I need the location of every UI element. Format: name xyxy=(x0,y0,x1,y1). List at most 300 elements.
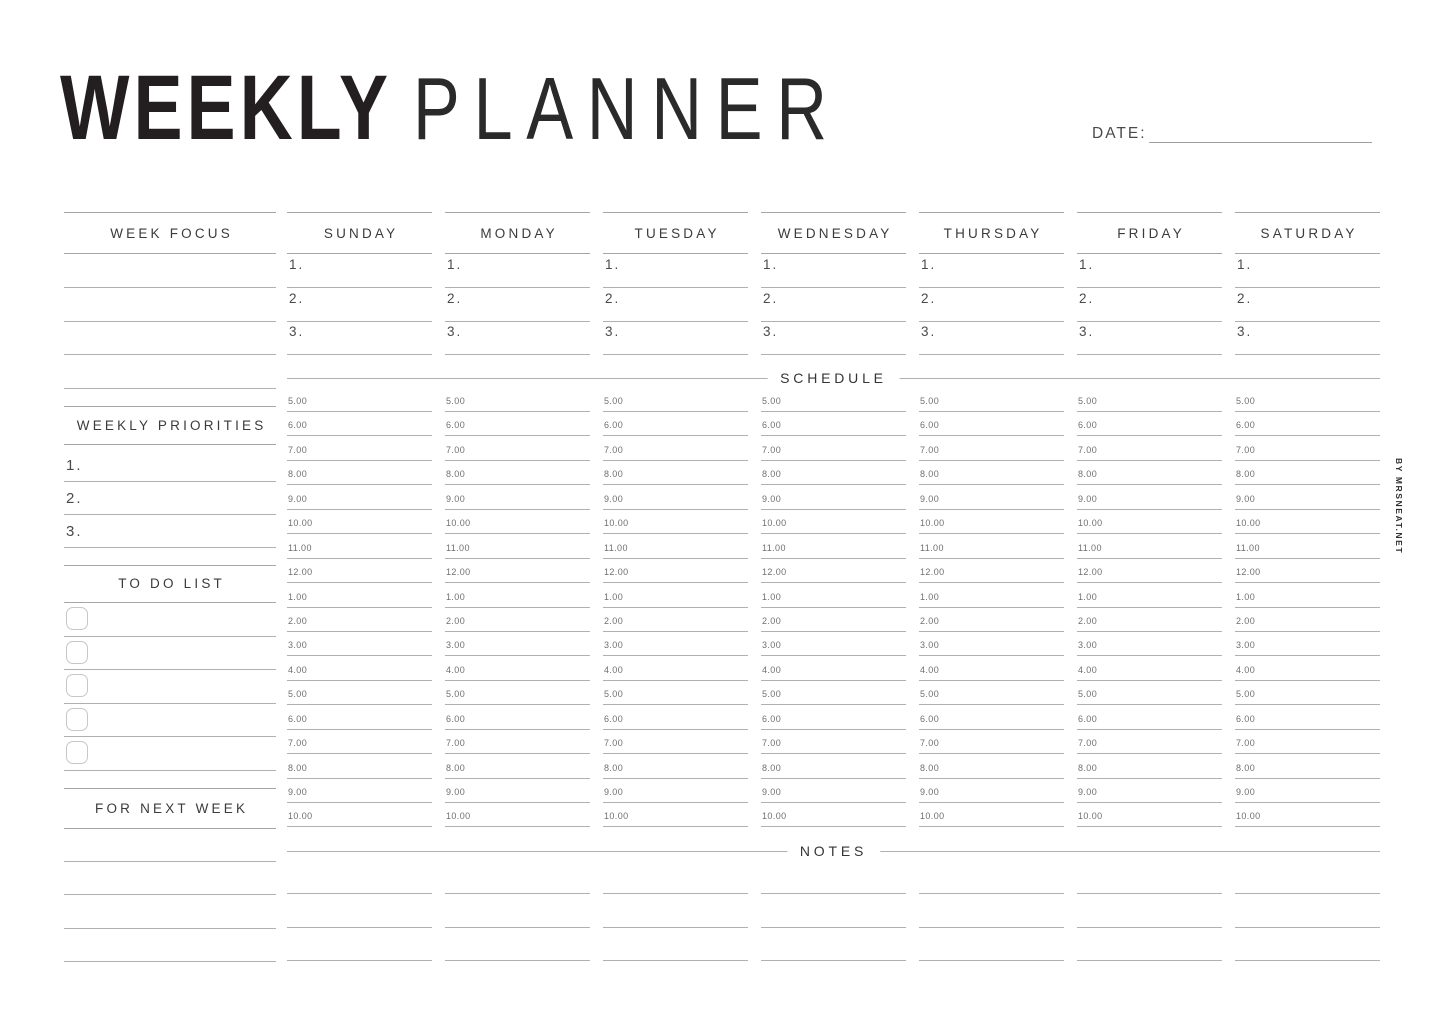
day-priority-number: 1. xyxy=(289,257,305,272)
time-label: 10.00 xyxy=(288,811,313,822)
priority-number: 1. xyxy=(66,456,83,474)
schedule-line xyxy=(1235,484,1380,485)
schedule-line xyxy=(1235,631,1380,632)
schedule-line xyxy=(445,533,590,534)
time-label: 6.00 xyxy=(446,420,466,431)
schedule-line xyxy=(1077,411,1222,412)
notes-line xyxy=(1077,927,1222,928)
next-week-line xyxy=(64,894,276,895)
time-label: 8.00 xyxy=(1078,469,1098,480)
schedule-line xyxy=(287,607,432,608)
schedule-line xyxy=(1235,460,1380,461)
day-header-tuesday xyxy=(603,212,748,254)
time-label: 7.00 xyxy=(288,444,308,455)
day-priority-line xyxy=(761,354,906,355)
schedule-line xyxy=(761,704,906,705)
time-label: 5.00 xyxy=(288,689,308,700)
day-priority-number: 2. xyxy=(1237,290,1253,306)
time-label: 9.00 xyxy=(1078,787,1098,798)
day-priority-line xyxy=(919,321,1064,322)
time-label: 8.00 xyxy=(604,469,624,480)
day-name: FRIDAY xyxy=(1117,225,1185,241)
schedule-line xyxy=(287,826,432,827)
day-priority-number: 1. xyxy=(1079,257,1095,272)
notes-line xyxy=(1077,960,1222,961)
time-label: 4.00 xyxy=(1236,664,1256,675)
time-label: 7.00 xyxy=(1236,444,1256,455)
schedule-line xyxy=(1235,680,1380,681)
schedule-line xyxy=(287,729,432,730)
schedule-line xyxy=(1235,582,1380,583)
time-label: 7.00 xyxy=(920,738,940,749)
schedule-line xyxy=(445,753,590,754)
time-label: 2.00 xyxy=(762,615,782,626)
time-label: 6.00 xyxy=(920,713,940,724)
notes-line xyxy=(287,960,432,961)
time-label: 2.00 xyxy=(1078,615,1098,626)
time-label: 9.00 xyxy=(762,787,782,798)
schedule-line xyxy=(445,607,590,608)
schedule-line xyxy=(761,509,906,510)
priority-number: 2. xyxy=(66,489,83,507)
schedule-line xyxy=(287,460,432,461)
schedule-line xyxy=(1077,533,1222,534)
schedule-line xyxy=(761,753,906,754)
schedule-line xyxy=(1235,411,1380,412)
day-priority-line xyxy=(1235,354,1380,355)
schedule-line xyxy=(1077,631,1222,632)
date-fill-line xyxy=(1149,124,1373,143)
schedule-line xyxy=(603,607,748,608)
schedule-line xyxy=(919,802,1064,803)
schedule-line xyxy=(603,655,748,656)
time-label: 11.00 xyxy=(288,542,312,553)
schedule-line xyxy=(445,778,590,779)
todo-checkbox[interactable] xyxy=(66,741,88,764)
time-label: 5.00 xyxy=(1236,396,1256,406)
day-header-wednesday xyxy=(761,212,906,254)
time-label: 9.00 xyxy=(920,787,940,798)
time-label: 7.00 xyxy=(446,738,466,749)
time-label: 3.00 xyxy=(446,640,466,651)
schedule-line xyxy=(919,435,1064,436)
schedule-line xyxy=(1077,484,1222,485)
time-label: 5.00 xyxy=(446,396,466,406)
schedule-title: SCHEDULE xyxy=(767,370,900,387)
time-label: 10.00 xyxy=(762,518,787,529)
time-label: 10.00 xyxy=(1078,518,1103,529)
notes-line xyxy=(1235,960,1380,961)
time-label: 2.00 xyxy=(1236,615,1256,626)
day-priority-line xyxy=(445,354,590,355)
schedule-line xyxy=(287,753,432,754)
time-label: 6.00 xyxy=(1078,713,1098,724)
time-label: 11.00 xyxy=(762,542,786,553)
time-label: 10.00 xyxy=(920,518,945,529)
time-label: 12.00 xyxy=(288,567,313,578)
schedule-line xyxy=(761,484,906,485)
schedule-line xyxy=(761,729,906,730)
notes-line xyxy=(761,927,906,928)
time-label: 7.00 xyxy=(920,444,940,455)
time-label: 7.00 xyxy=(1236,738,1256,749)
schedule-line xyxy=(287,655,432,656)
time-label: 8.00 xyxy=(762,469,782,480)
schedule-line xyxy=(919,655,1064,656)
day-priority-line xyxy=(1077,354,1222,355)
schedule-line xyxy=(603,484,748,485)
time-label: 10.00 xyxy=(446,811,471,822)
notes-line xyxy=(445,927,590,928)
time-label: 5.00 xyxy=(920,396,940,406)
schedule-line xyxy=(761,680,906,681)
schedule-line xyxy=(761,631,906,632)
schedule-line xyxy=(603,704,748,705)
notes-line xyxy=(287,927,432,928)
time-label: 3.00 xyxy=(920,640,940,651)
schedule-line xyxy=(919,484,1064,485)
schedule-line xyxy=(1235,802,1380,803)
day-priority-number: 3. xyxy=(447,324,463,339)
day-name: SATURDAY xyxy=(1260,225,1358,241)
next-week-line xyxy=(64,861,276,862)
time-label: 9.00 xyxy=(446,493,466,504)
time-label: 4.00 xyxy=(446,664,466,675)
schedule-line xyxy=(919,631,1064,632)
day-priority-line xyxy=(287,354,432,355)
schedule-line xyxy=(445,631,590,632)
time-label: 8.00 xyxy=(1236,469,1256,480)
schedule-line xyxy=(1235,826,1380,827)
time-label: 8.00 xyxy=(446,469,466,480)
time-label: 10.00 xyxy=(446,518,471,529)
time-label: 3.00 xyxy=(762,640,782,651)
weekly-priorities-title: WEEKLY PRIORITIES xyxy=(76,417,267,433)
schedule-line xyxy=(761,826,906,827)
time-label: 7.00 xyxy=(446,444,466,455)
schedule-line xyxy=(287,802,432,803)
schedule-line xyxy=(287,582,432,583)
todo-line xyxy=(64,703,276,704)
for-next-week-title: FOR NEXT WEEK xyxy=(95,800,249,816)
schedule-line xyxy=(1235,655,1380,656)
schedule-line xyxy=(761,558,906,559)
day-priority-line xyxy=(1077,287,1222,288)
time-label: 2.00 xyxy=(288,615,308,626)
todo-line xyxy=(64,636,276,637)
time-label: 9.00 xyxy=(1236,787,1256,798)
time-label: 7.00 xyxy=(604,738,624,749)
schedule-line xyxy=(919,826,1064,827)
date-label: DATE: xyxy=(1092,125,1147,142)
schedule-line xyxy=(919,607,1064,608)
schedule-line xyxy=(1235,729,1380,730)
time-label: 10.00 xyxy=(920,811,945,822)
week-focus-line xyxy=(64,321,276,322)
schedule-line xyxy=(1077,509,1222,510)
schedule-line xyxy=(603,802,748,803)
weekly-priorities-header xyxy=(64,406,276,446)
priority-line xyxy=(64,481,276,482)
time-label: 5.00 xyxy=(762,396,782,406)
schedule-line xyxy=(603,826,748,827)
schedule-line xyxy=(287,704,432,705)
schedule-line xyxy=(761,655,906,656)
time-label: 9.00 xyxy=(1236,493,1256,504)
time-label: 3.00 xyxy=(1078,640,1098,651)
schedule-line xyxy=(919,582,1064,583)
schedule-divider xyxy=(287,370,1380,388)
notes-line xyxy=(919,893,1064,894)
time-label: 8.00 xyxy=(1236,762,1256,773)
schedule-line xyxy=(919,533,1064,534)
schedule-line xyxy=(603,509,748,510)
week-focus-line xyxy=(64,388,276,389)
notes-line xyxy=(761,960,906,961)
schedule-line xyxy=(287,411,432,412)
schedule-line xyxy=(445,680,590,681)
day-header-friday xyxy=(1077,212,1222,254)
schedule-line xyxy=(919,704,1064,705)
day-priority-number: 1. xyxy=(447,257,463,272)
time-label: 5.00 xyxy=(288,396,308,406)
day-priority-number: 1. xyxy=(605,257,621,272)
todo-checkbox[interactable] xyxy=(66,641,88,664)
notes-line xyxy=(445,893,590,894)
schedule-line xyxy=(1077,655,1222,656)
day-priority-number: 1. xyxy=(921,257,937,272)
day-priority-number: 3. xyxy=(605,324,621,339)
schedule-line xyxy=(445,826,590,827)
schedule-line xyxy=(1235,607,1380,608)
time-label: 11.00 xyxy=(604,542,628,553)
title-word-weekly: WEEKLY xyxy=(60,57,393,159)
day-priority-number: 3. xyxy=(763,324,779,339)
schedule-line xyxy=(603,460,748,461)
day-priority-line xyxy=(1235,287,1380,288)
schedule-line xyxy=(761,460,906,461)
time-label: 12.00 xyxy=(604,567,629,578)
schedule-line xyxy=(1235,509,1380,510)
day-priority-line xyxy=(1077,321,1222,322)
notes-line xyxy=(1235,893,1380,894)
schedule-line xyxy=(1235,704,1380,705)
time-label: 4.00 xyxy=(288,664,308,675)
time-label: 6.00 xyxy=(288,713,308,724)
time-label: 5.00 xyxy=(1078,396,1098,406)
todo-list-title: TO DO LIST xyxy=(118,576,225,592)
schedule-line xyxy=(287,435,432,436)
day-priority-number: 2. xyxy=(605,290,621,306)
time-label: 1.00 xyxy=(920,591,940,602)
schedule-line xyxy=(445,802,590,803)
week-focus-title: WEEK FOCUS xyxy=(110,225,233,241)
time-label: 12.00 xyxy=(1078,567,1103,578)
time-label: 4.00 xyxy=(604,664,624,675)
notes-line xyxy=(919,927,1064,928)
week-focus-line xyxy=(64,354,276,355)
todo-checkbox[interactable] xyxy=(66,607,88,630)
notes-line xyxy=(603,893,748,894)
schedule-line xyxy=(603,631,748,632)
week-focus-header xyxy=(64,212,276,254)
time-label: 6.00 xyxy=(604,420,624,431)
time-label: 11.00 xyxy=(1236,542,1260,553)
time-label: 8.00 xyxy=(762,762,782,773)
schedule-line xyxy=(1235,558,1380,559)
day-priority-number: 2. xyxy=(921,290,937,306)
time-label: 3.00 xyxy=(1236,640,1256,651)
todo-checkbox[interactable] xyxy=(66,708,88,731)
schedule-line xyxy=(287,533,432,534)
title-word-planner: PLANNER xyxy=(412,59,841,158)
time-label: 8.00 xyxy=(1078,762,1098,773)
notes-title: NOTES xyxy=(787,843,880,860)
day-priority-number: 2. xyxy=(447,290,463,306)
time-label: 5.00 xyxy=(604,689,624,700)
schedule-line xyxy=(603,778,748,779)
schedule-line xyxy=(603,680,748,681)
todo-checkbox[interactable] xyxy=(66,674,88,697)
day-priority-line xyxy=(287,287,432,288)
credit-vertical-text: BY MRSNEAT.NET xyxy=(1394,458,1404,555)
schedule-line xyxy=(1077,582,1222,583)
day-priority-line xyxy=(1235,321,1380,322)
day-priority-line xyxy=(603,321,748,322)
date-field xyxy=(1092,124,1372,143)
time-label: 1.00 xyxy=(1236,591,1256,602)
time-label: 1.00 xyxy=(446,591,466,602)
time-label: 12.00 xyxy=(920,567,945,578)
schedule-line xyxy=(287,484,432,485)
schedule-line xyxy=(1077,558,1222,559)
day-priority-number: 3. xyxy=(1237,324,1253,339)
notes-line xyxy=(761,893,906,894)
time-label: 8.00 xyxy=(604,762,624,773)
day-priority-line xyxy=(603,354,748,355)
time-label: 9.00 xyxy=(604,787,624,798)
time-label: 9.00 xyxy=(762,493,782,504)
next-week-line xyxy=(64,961,276,962)
time-label: 6.00 xyxy=(446,713,466,724)
day-name: THURSDAY xyxy=(943,225,1043,241)
schedule-line xyxy=(1235,778,1380,779)
schedule-line xyxy=(445,484,590,485)
todo-line xyxy=(64,770,276,771)
time-label: 5.00 xyxy=(446,689,466,700)
schedule-line xyxy=(445,435,590,436)
sidebar xyxy=(64,212,276,974)
schedule-line xyxy=(603,558,748,559)
schedule-line xyxy=(1077,460,1222,461)
time-label: 3.00 xyxy=(604,640,624,651)
schedule-line xyxy=(445,509,590,510)
time-label: 7.00 xyxy=(1078,738,1098,749)
schedule-line xyxy=(761,435,906,436)
time-label: 4.00 xyxy=(1078,664,1098,675)
schedule-line xyxy=(761,411,906,412)
time-label: 9.00 xyxy=(604,493,624,504)
time-label: 10.00 xyxy=(1236,518,1261,529)
schedule-line xyxy=(761,778,906,779)
time-label: 2.00 xyxy=(604,615,624,626)
notes-line xyxy=(1235,927,1380,928)
day-header-thursday xyxy=(919,212,1064,254)
schedule-line xyxy=(445,729,590,730)
time-label: 10.00 xyxy=(1078,811,1103,822)
schedule-line xyxy=(919,778,1064,779)
time-label: 5.00 xyxy=(762,689,782,700)
time-label: 1.00 xyxy=(1078,591,1098,602)
day-header-monday xyxy=(445,212,590,254)
day-priority-number: 2. xyxy=(1079,290,1095,306)
time-label: 7.00 xyxy=(762,738,782,749)
priority-line xyxy=(64,514,276,515)
time-label: 11.00 xyxy=(920,542,944,553)
day-priority-number: 3. xyxy=(921,324,937,339)
time-label: 9.00 xyxy=(1078,493,1098,504)
time-label: 6.00 xyxy=(1236,420,1256,431)
time-label: 2.00 xyxy=(920,615,940,626)
schedule-line xyxy=(445,655,590,656)
time-label: 10.00 xyxy=(604,811,629,822)
schedule-line xyxy=(287,680,432,681)
day-name: WEDNESDAY xyxy=(777,225,893,241)
time-label: 1.00 xyxy=(762,591,782,602)
day-priority-line xyxy=(761,287,906,288)
page-title xyxy=(60,57,841,159)
notes-line xyxy=(445,960,590,961)
schedule-line xyxy=(287,509,432,510)
time-label: 8.00 xyxy=(288,469,308,480)
schedule-line xyxy=(445,460,590,461)
schedule-line xyxy=(919,411,1064,412)
schedule-line xyxy=(761,533,906,534)
time-label: 11.00 xyxy=(1078,542,1102,553)
time-label: 9.00 xyxy=(446,787,466,798)
time-label: 6.00 xyxy=(1236,713,1256,724)
time-label: 1.00 xyxy=(288,591,308,602)
day-priority-number: 1. xyxy=(763,257,779,272)
notes-line xyxy=(603,960,748,961)
time-label: 6.00 xyxy=(762,420,782,431)
day-priority-line xyxy=(445,287,590,288)
schedule-line xyxy=(1077,729,1222,730)
time-label: 11.00 xyxy=(446,542,470,553)
time-label: 10.00 xyxy=(288,518,313,529)
day-name: MONDAY xyxy=(480,225,558,241)
schedule-line xyxy=(919,509,1064,510)
notes-line xyxy=(919,960,1064,961)
schedule-line xyxy=(287,631,432,632)
schedule-line xyxy=(445,558,590,559)
schedule-line xyxy=(445,411,590,412)
schedule-line xyxy=(287,778,432,779)
day-priority-line xyxy=(919,287,1064,288)
schedule-line xyxy=(761,582,906,583)
schedule-line xyxy=(1077,680,1222,681)
time-label: 5.00 xyxy=(1236,689,1256,700)
day-priority-line xyxy=(445,321,590,322)
time-label: 12.00 xyxy=(446,567,471,578)
todo-line xyxy=(64,736,276,737)
schedule-line xyxy=(603,582,748,583)
time-label: 8.00 xyxy=(446,762,466,773)
notes-line xyxy=(603,927,748,928)
schedule-line xyxy=(1077,435,1222,436)
time-label: 10.00 xyxy=(604,518,629,529)
todo-line xyxy=(64,669,276,670)
